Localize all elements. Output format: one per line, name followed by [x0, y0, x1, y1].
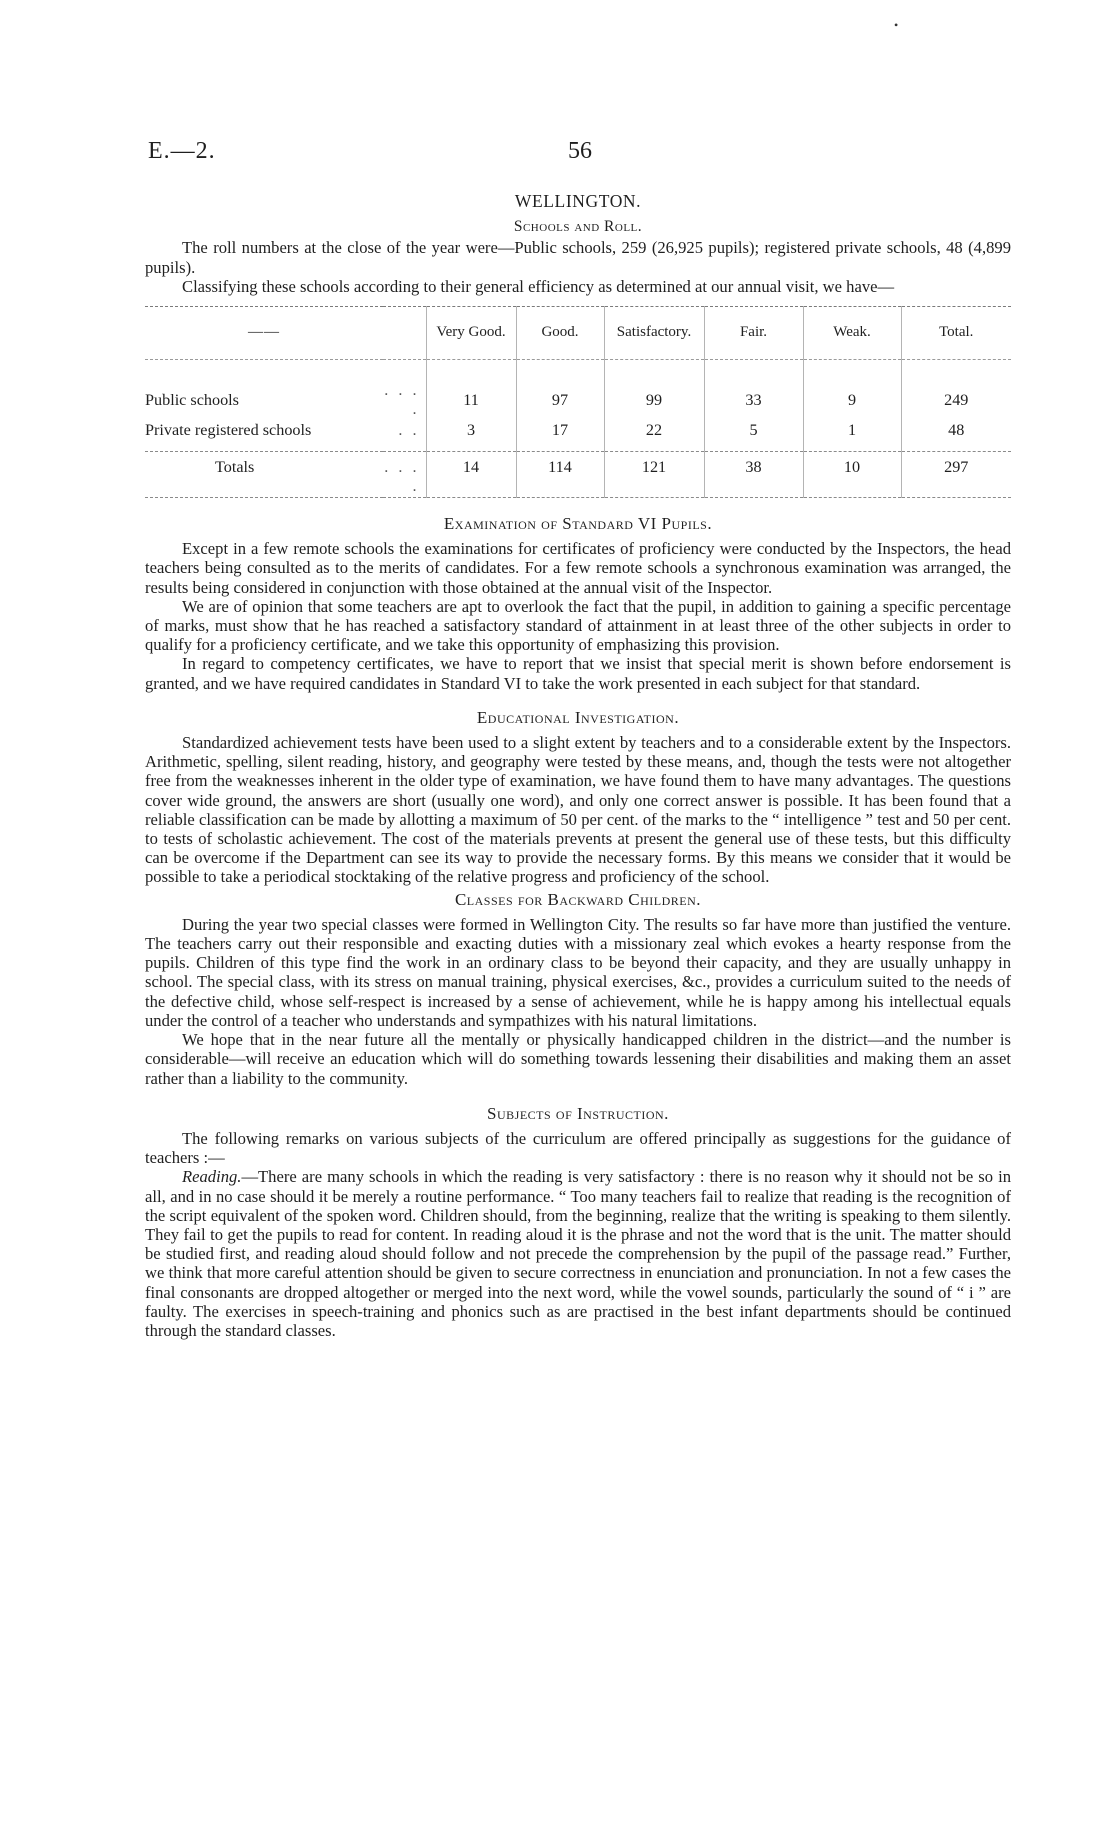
table-cell: 33: [704, 380, 803, 420]
table-cell: 11: [426, 380, 516, 420]
table-row: [145, 420, 1011, 441]
table-cell: 1: [803, 420, 901, 441]
page-number: 56: [568, 138, 592, 164]
table-cell: 249: [901, 380, 1011, 420]
table-cell: 3: [426, 420, 516, 441]
column-header: Weak.: [803, 307, 901, 360]
heading-educational-investigation: Educational Investigation.: [476, 707, 680, 727]
document-reference: E.—2.: [148, 138, 216, 164]
totals-label: Totals: [145, 452, 383, 498]
column-header: Satisfactory.: [604, 307, 704, 360]
table-cell: 297: [901, 452, 1011, 498]
paragraph-exam-2: We are of opinion that some teachers are apt to overlook the fact that the pupil, in addition to gaining a specific percentage of marks, must show that he has reached a satisfactory standard of attainment in at least three of the other subjects in order to qualify for a proficiency certificate, and we take this opportunity of emphasizing this provision.: [145, 596, 1011, 655]
column-header: Good.: [516, 307, 604, 360]
reading-text: —There are many schools in which the reading is very satisfactory : there is no reason why it should not be so in all, and in no case should it be merely a routine performance. “ Too many teachers fail to realize that reading is the recognition of the script equivalent of the spoken word. Children should, from the beginning, realize that the writing is speaking to them silently. They fail to get the pupils to read for content. In reading aloud it is the phrase and not the word that is the unit. The matter should be studied first, and reading aloud should follow and not precede the comprehension by the pupil of the passage read.” Further, we think that more careful attention should be given to secure correctness in enunciation and pronunciation. In not a few cases the final consonants are dropped altogether or merged into the next word, while the vowel sounds, particularly the sound of “ i ” are faulty. The exercises in speech-training and phonics such as are practised in the best infant departments should be continued through the standard classes.: [145, 1167, 1011, 1340]
page-content: [145, 192, 1011, 1340]
row-label: Private registered schools: [145, 421, 312, 440]
table-cell: 48: [901, 420, 1011, 441]
heading-schools-and-roll: Schools and Roll.: [513, 218, 643, 236]
table-cell: 22: [604, 420, 704, 441]
heading-backward-children: Classes for Backward Children.: [454, 889, 702, 909]
table-corner-cell: ——: [145, 307, 383, 360]
leader-dots: . . . .: [384, 381, 420, 419]
column-header: Total.: [901, 307, 1011, 360]
paragraph-exam-1: Except in a few remote schools the examinations for certificates of proficiency were conducted by the Inspectors, the head teachers being consulted as to the merits of candidates. For a few remote schools a synchronous examination was arranged, the results being considered in conjunction with those obtained at the annual visit of the Inspector.: [145, 539, 1011, 597]
table-cell: 10: [803, 452, 901, 498]
heading-subjects: Subjects of Instruction.: [487, 1103, 669, 1123]
paragraph-subjects-intro: The following remarks on various subjects of the curriculum are offered principally as suggestions for the guidance of teachers :—: [145, 1128, 1011, 1168]
table-cell: 114: [516, 452, 604, 498]
paragraph-educational: Standardized achievement tests have been used to a slight extent by teachers and to a considerable extent by the Inspectors. Arithmetic, spelling, silent reading, history, and geography were tested by these means, and, though the tests were not altogether free from the weaknesses inherent in the older type of examination, we have found them to have many advantages. The questions cover wide ground, the answers are short (usually one word), and only one correct answer is possible. It has been found that a reliable classification can be made by allotting a maximum of 50 per cent. of the marks to the “ intelligence ” test and 50 per cent. to tests of scholastic achievement. The cost of the materials prevents at present the general use of these tests, but this difficulty can be overcome if the Department can see its way to provide the necessary forms. By this means we consider that it would be possible to take a periodical stocktaking of the relative progress and proficiency of the school.: [145, 733, 1011, 887]
table-cell: 5: [704, 420, 803, 441]
leader-dots: . .: [398, 421, 420, 440]
corner-mark: •: [894, 18, 899, 32]
table-totals-row: [145, 452, 1011, 498]
table-cell: 14: [426, 452, 516, 498]
paragraph-roll-numbers: The roll numbers at the close of the year were—Public schools, 259 (26,925 pupils); registered private schools, 48 (4,899 pupils).: [145, 238, 1011, 277]
paragraph-exam-3: In regard to competency certificates, we have to report that we insist that special merit is shown before endorsement is granted, and we have required candidates in Standard VI to take the work presented in each subject for that standard.: [145, 654, 1011, 693]
table-cell: 17: [516, 420, 604, 441]
table-row: [145, 380, 1011, 420]
table-cell: 9: [803, 380, 901, 420]
heading-examination: Examination of Standard VI Pupils.: [443, 514, 713, 534]
table-cell: 99: [604, 380, 704, 420]
paragraph-backward-1: During the year two special classes were formed in Wellington City. The results so far have more than justified the venture. The teachers carry out their responsible and exacting duties with a missionary zeal which evokes a hearty response from the pupils. Children of this type find the work in an ordinary class to be beyond their capacity, and they are usually unhappy in school. The special class, with its stress on manual training, physical exercises, &c., provides a curriculum suited to the needs of the defective child, whose self-respect is increased by a sense of achievement, while he is happy among his intellectual equals under the control of a teacher who understands and sympathizes with his natural limitations.: [145, 914, 1011, 1030]
table-cell: 121: [604, 452, 704, 498]
paragraph-classifying: Classifying these schools according to their general efficiency as determined at our annual visit, we have—: [182, 276, 895, 296]
table-cell: 38: [704, 452, 803, 498]
table-header-row: [145, 307, 1011, 360]
row-label: Public schools: [145, 390, 239, 409]
reading-label: Reading.: [182, 1167, 242, 1187]
page-title: WELLINGTON.: [514, 191, 642, 211]
column-header: Very Good.: [426, 307, 516, 360]
paragraph-backward-2: We hope that in the near future all the mentally or physically handicapped children in the district—and the number is considerable—will receive an education which will do something towards lessening their disabilities and making them an asset rather than a liability to the community.: [145, 1030, 1011, 1088]
leader-dots: . . . .: [383, 452, 426, 498]
efficiency-table: [145, 306, 1011, 498]
column-header: Fair.: [704, 307, 803, 360]
paragraph-reading: [145, 1167, 1011, 1340]
table-cell: 97: [516, 380, 604, 420]
